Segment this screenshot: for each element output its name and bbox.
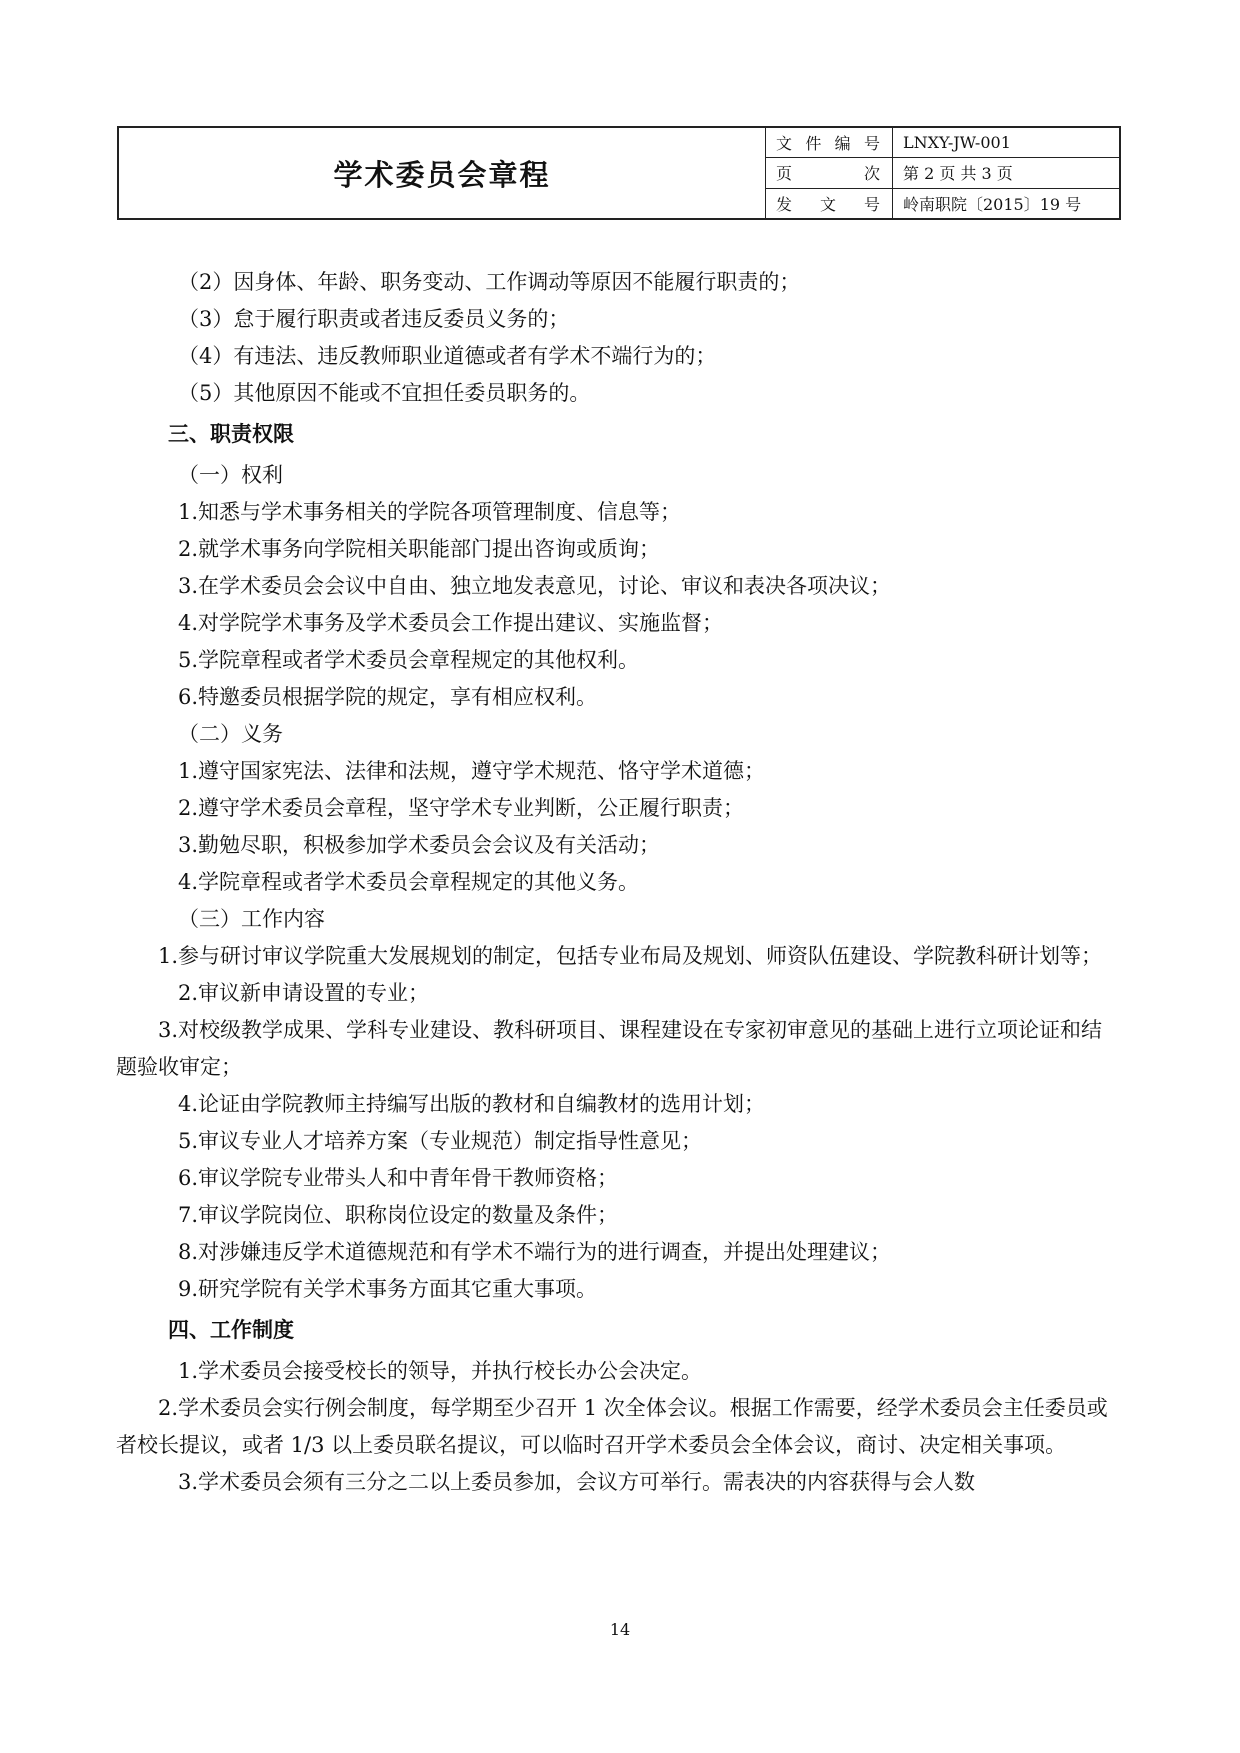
meta-row-page [766,158,1119,188]
paragraph: （4）有违法、违反教师职业道德或者有学术不端行为的； [178,344,717,368]
header-meta [766,128,1119,218]
paragraph: 1.遵守国家宪法、法律和法规，遵守学术规范、恪守学术道德； [178,759,766,783]
section-heading: 四、工作制度 [168,1318,294,1342]
subsection-heading: （二）义务 [178,722,283,746]
paragraph: 2.就学术事务向学院相关职能部门提出咨询或质询； [178,537,661,561]
document-title: 学术委员会章程 [119,128,766,218]
paragraph: （3）怠于履行职责或者违反委员义务的； [178,307,570,331]
paragraph: 1.知悉与学术事务相关的学院各项管理制度、信息等； [178,500,682,524]
page-number: 14 [609,1620,631,1639]
paragraph: 5.学院章程或者学术委员会章程规定的其他权利。 [178,648,640,672]
section-heading: 三、职责权限 [168,422,294,446]
meta-label-page: 页 次 [766,158,893,187]
paragraph: 3.在学术委员会会议中自由、独立地发表意见，讨论、审议和表决各项决议； [178,574,892,598]
paragraph: 3.学术委员会须有三分之二以上委员参加，会议方可举行。需表决的内容获得与会人数 [178,1470,976,1494]
document-header-table [117,126,1121,220]
paragraph: （5）其他原因不能或不宜担任委员职务的。 [178,381,591,405]
paragraph: 7.审议学院岗位、职称岗位设定的数量及条件； [178,1203,619,1227]
meta-label-issue-number: 发 文 号 [766,189,893,218]
meta-value-issue-number: 岭南职院〔2015〕19 号 [903,194,1082,214]
paragraph: 9.研究学院有关学术事务方面其它重大事项。 [178,1277,598,1301]
subsection-heading: （三）工作内容 [178,907,325,931]
paragraph: 3.勤勉尽职，积极参加学术委员会会议及有关活动； [178,833,661,857]
subsection-heading: （一）权利 [178,463,283,487]
paragraph: 6.特邀委员根据学院的规定，享有相应权利。 [178,685,598,709]
paragraph: 4.对学院学术事务及学术委员会工作提出建议、实施监督； [178,611,724,635]
paragraph: 2.遵守学术委员会章程，坚守学术专业判断，公正履行职责； [178,796,745,820]
paragraph: 2.学术委员会实行例会制度，每学期至少召开 1 次全体会议。根据工作需要，经学术委员会主任委员或者校长提议，或者 1/3 以上委员联名提议，可以临时召开学术委员会全体会议，商讨、决定相关事项。 [116,1396,1108,1457]
meta-value-doc-number: LNXY-JW-001 [903,133,1011,153]
paragraph: 4.论证由学院教师主持编写出版的教材和自编教材的选用计划； [178,1092,766,1116]
paragraph: 8.对涉嫌违反学术道德规范和有学术不端行为的进行调查，并提出处理建议； [178,1240,892,1264]
paragraph: 1.参与研讨审议学院重大发展规划的制定，包括专业布局及规划、师资队伍建设、学院教科研计划等； [158,944,1103,968]
paragraph: 3.对校级教学成果、学科专业建设、教科研项目、课程建设在专家初审意见的基础上进行立项论证和结题验收审定； [116,1018,1103,1079]
paragraph: 4.学院章程或者学术委员会章程规定的其他义务。 [178,870,640,894]
paragraph: 2.审议新申请设置的专业； [178,981,430,1005]
meta-row-issue-number [766,189,1119,218]
paragraph: （2）因身体、年龄、职务变动、工作调动等原因不能履行职责的； [178,270,801,294]
paragraph: 5.审议专业人才培养方案（专业规范）制定指导性意见； [178,1129,703,1153]
meta-row-doc-number [766,128,1119,158]
meta-label-doc-number: 文 件 编 号 [766,128,893,157]
document-body [116,264,1120,1501]
meta-value-page: 第 2 页 共 3 页 [903,164,1013,184]
paragraph: 6.审议学院专业带头人和中青年骨干教师资格； [178,1166,619,1190]
paragraph: 1.学术委员会接受校长的领导，并执行校长办公会决定。 [178,1359,703,1383]
